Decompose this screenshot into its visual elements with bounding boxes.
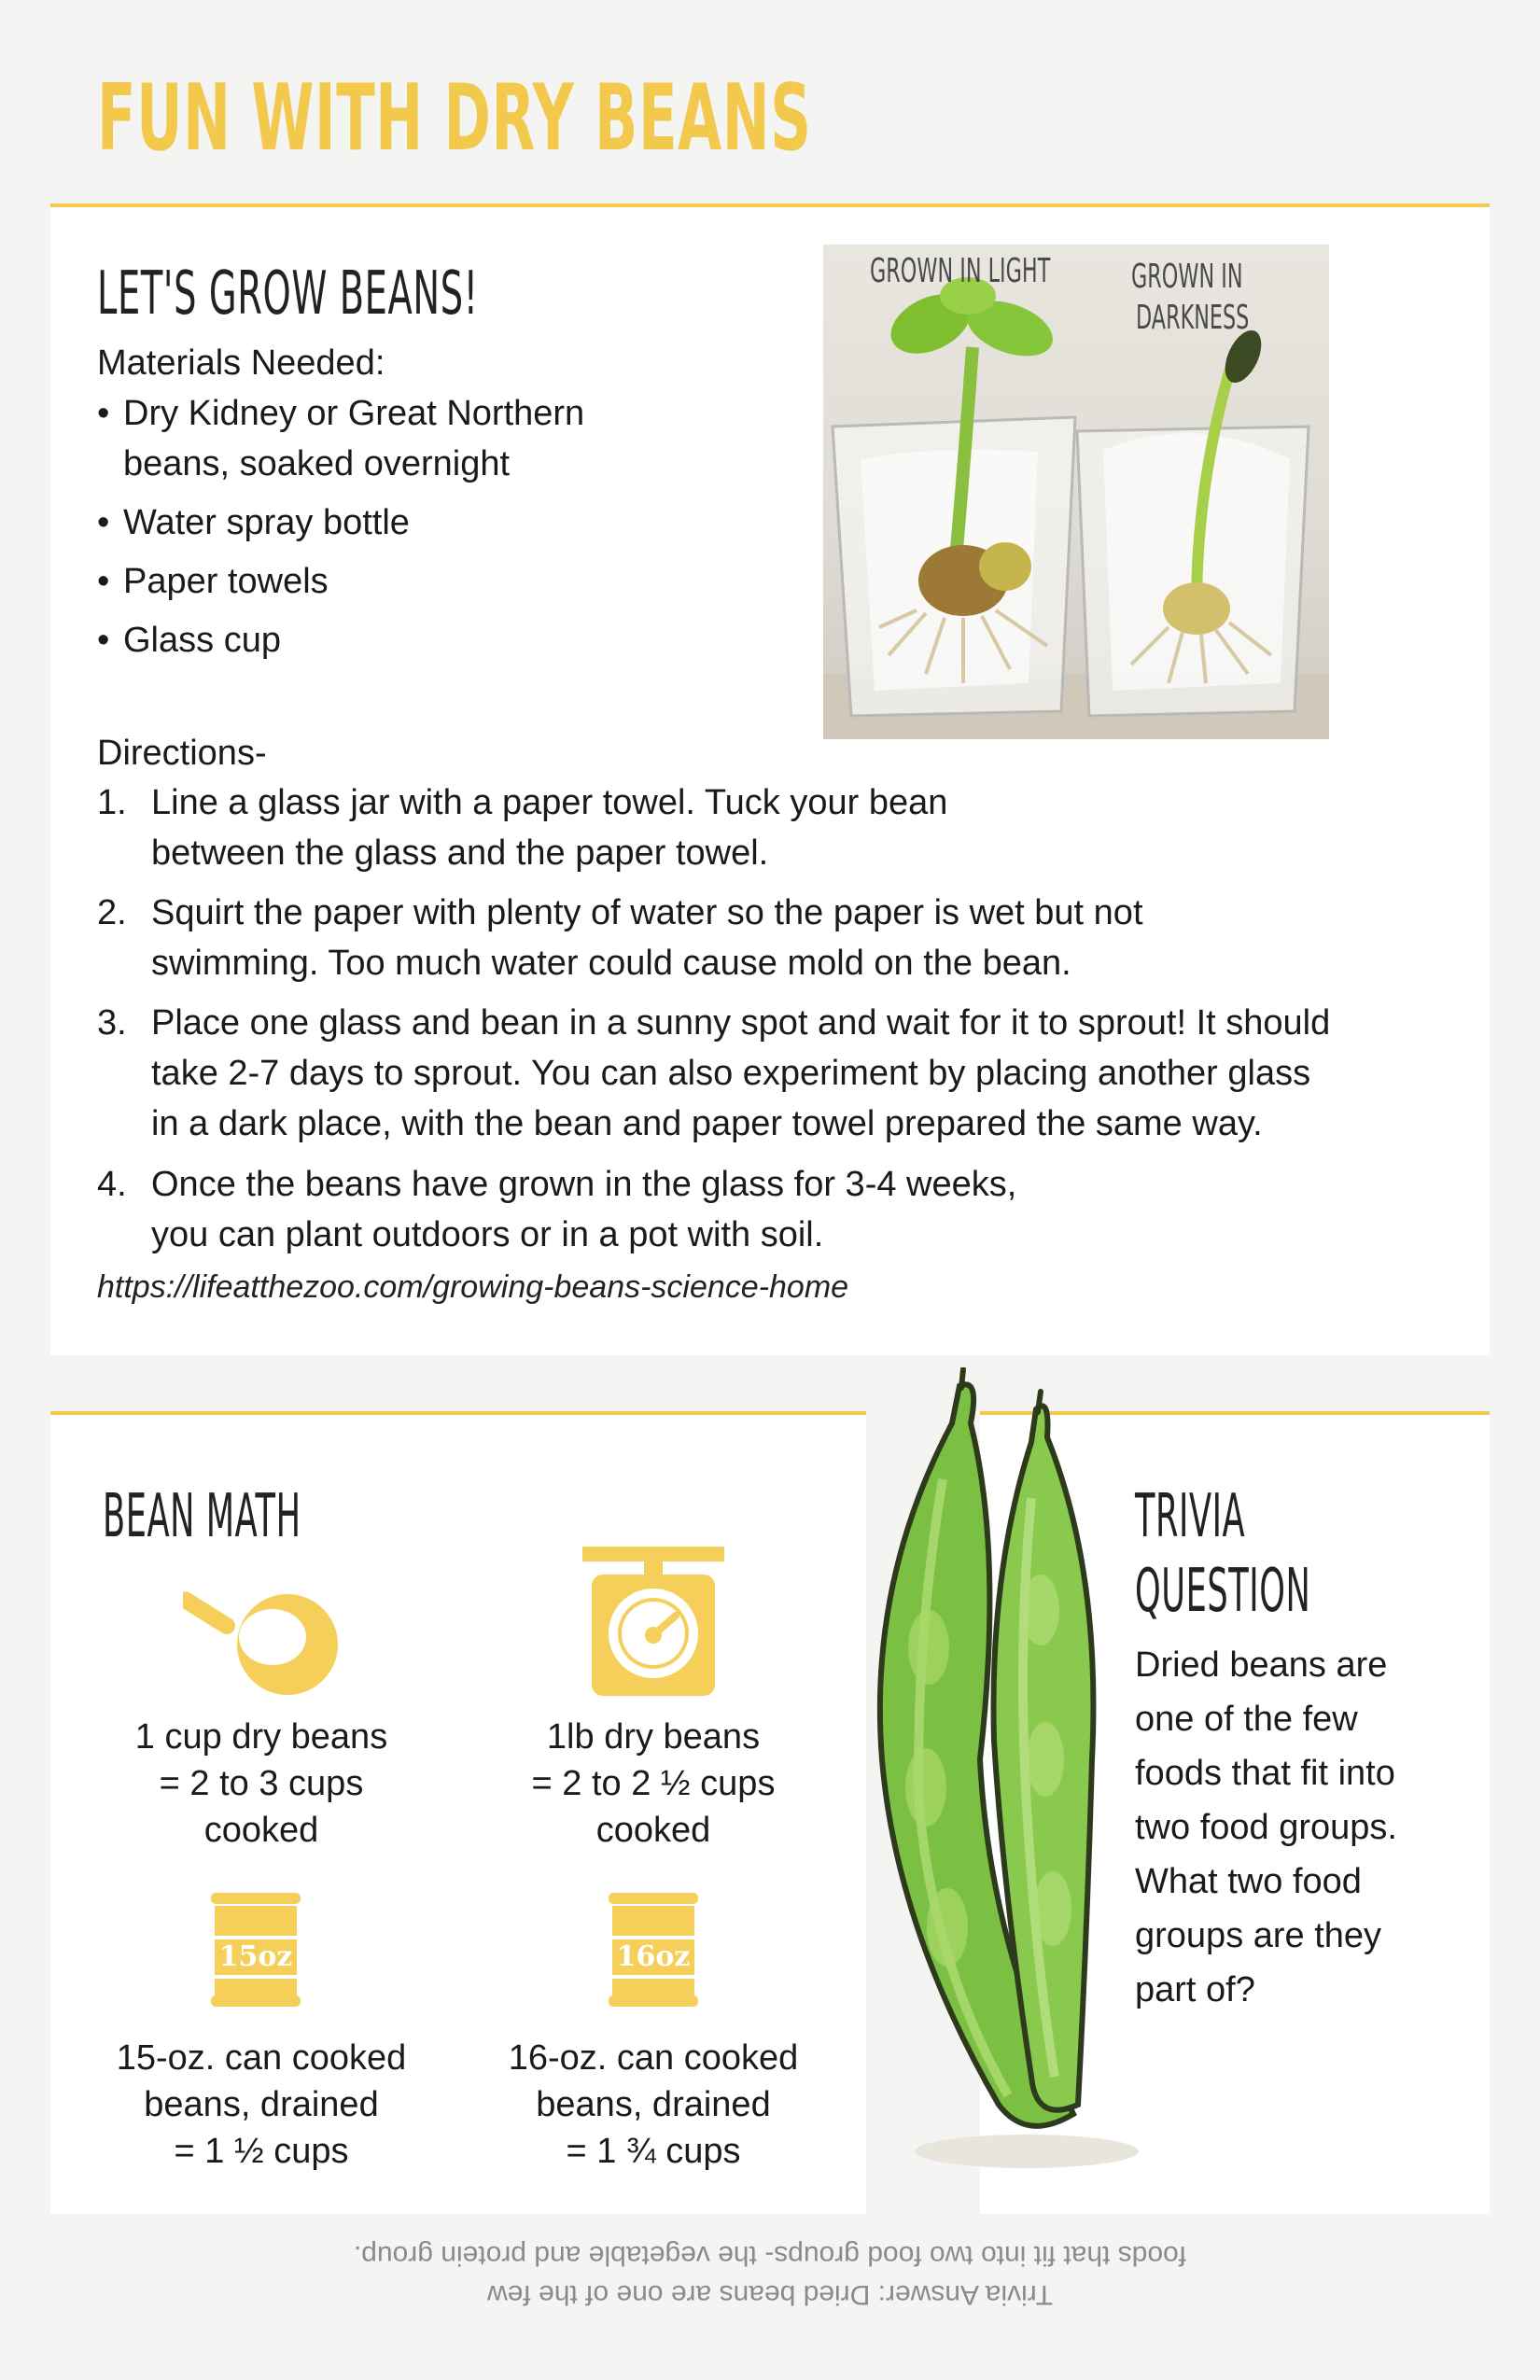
bullet-2: • <box>97 503 110 542</box>
direction-4-num: 4. <box>97 1165 127 1204</box>
bean-math-4-line-2: beans, drained <box>536 2085 771 2124</box>
direction-1-line-1: Line a glass jar with a paper towel. Tuck your bean <box>151 783 948 822</box>
can-label-16oz: 16oz <box>616 1940 691 1973</box>
bean-math-2-line-1: 1lb dry beans <box>546 1717 761 1757</box>
bean-math-1-line-2: = 2 to 3 cups <box>159 1764 364 1803</box>
trivia-heading-line-1: TRIVIA <box>1135 1482 1246 1551</box>
page-title: FUN WITH DRY BEANS <box>97 65 812 172</box>
sprouting-beans-illustration <box>823 245 1329 739</box>
trivia-line-4: two food groups. <box>1135 1808 1397 1847</box>
grow-heading: LET'S GROW BEANS! <box>97 259 479 329</box>
bean-math-3-line-1: 15-oz. can cooked <box>116 2038 407 2078</box>
trivia-answer-line-2: foods that fit into two food groups- the vegetable and protein group. <box>353 2240 1187 2271</box>
bean-math-1-line-1: 1 cup dry beans <box>134 1717 388 1757</box>
material-item-1: Dry Kidney or Great Northern <box>123 394 585 433</box>
directions-label: Directions- <box>97 734 267 773</box>
trivia-heading-line-2: QUESTION <box>1135 1557 1311 1626</box>
trivia-line-1: Dried beans are <box>1135 1645 1388 1685</box>
bean-sprout-photo <box>823 245 1329 739</box>
trivia-line-7: part of? <box>1135 1970 1255 2009</box>
photo-label-light: GROWN IN LIGHT <box>870 252 1051 290</box>
material-item-2: Water spray bottle <box>123 503 410 542</box>
materials-label: Materials Needed: <box>97 343 385 383</box>
bean-math-4-line-1: 16-oz. can cooked <box>508 2038 799 2078</box>
material-item-4: Glass cup <box>123 621 281 660</box>
direction-4-line-2: you can plant outdoors or in a pot with soil. <box>151 1215 824 1254</box>
can-icon-16oz <box>605 1893 702 2007</box>
trivia-answer-upside-down <box>289 2235 1251 2314</box>
direction-2-line-1: Squirt the paper with plenty of water so the paper is wet but not <box>151 893 1143 932</box>
bean-math-1-line-3: cooked <box>203 1811 319 1850</box>
bean-math-3-line-2: beans, drained <box>144 2085 379 2124</box>
direction-3-num: 3. <box>97 1003 127 1043</box>
direction-3-line-1: Place one glass and bean in a sunny spot and wait for it to sprout! It should <box>151 1003 1331 1043</box>
bean-math-3-line-3: = 1 ½ cups <box>174 2132 349 2171</box>
trivia-line-2: one of the few <box>1135 1700 1358 1739</box>
direction-1-num: 1. <box>97 783 127 822</box>
kitchen-scale-icon <box>579 1545 728 1699</box>
bullet-1: • <box>97 394 110 433</box>
trivia-line-3: foods that fit into <box>1135 1754 1395 1793</box>
direction-4-line-1: Once the beans have grown in the glass for 3-4 weeks, <box>151 1165 1017 1204</box>
direction-1-line-2: between the glass and the paper towel. <box>151 833 769 873</box>
bean-pods-illustration <box>840 1367 1148 2189</box>
bullet-3: • <box>97 562 110 601</box>
material-item-1-cont: beans, soaked overnight <box>123 444 511 483</box>
trivia-line-6: groups are they <box>1135 1916 1382 1955</box>
bean-math-2-line-3: cooked <box>595 1811 711 1850</box>
bean-math-4-line-3: = 1 ¾ cups <box>566 2132 741 2171</box>
direction-2-line-2: swimming. Too much water could cause mold on the bean. <box>151 944 1071 983</box>
bean-math-2-line-2: = 2 to 2 ½ cups <box>531 1764 776 1803</box>
can-icon-15oz <box>207 1893 304 2007</box>
direction-2-num: 2. <box>97 893 127 932</box>
photo-label-dark-1: GROWN IN <box>1131 258 1243 296</box>
source-link[interactable]: https://lifeatthezoo.com/growing-beans-science-home <box>97 1269 849 1305</box>
material-item-3: Paper towels <box>123 562 329 601</box>
can-label-15oz: 15oz <box>218 1940 293 1973</box>
measuring-cup-icon <box>183 1577 351 1699</box>
trivia-answer-line-1: Trivia Answer: Dried beans are one of the few <box>487 2279 1053 2310</box>
direction-3-line-2: take 2-7 days to sprout. You can also experiment by placing another glass <box>151 1054 1311 1093</box>
direction-3-line-3: in a dark place, with the bean and paper towel prepared the same way. <box>151 1104 1263 1143</box>
bean-math-heading: BEAN MATH <box>103 1482 301 1551</box>
trivia-line-5: What two food <box>1135 1862 1362 1901</box>
photo-label-dark-2: DARKNESS <box>1136 299 1250 337</box>
bullet-4: • <box>97 621 110 660</box>
